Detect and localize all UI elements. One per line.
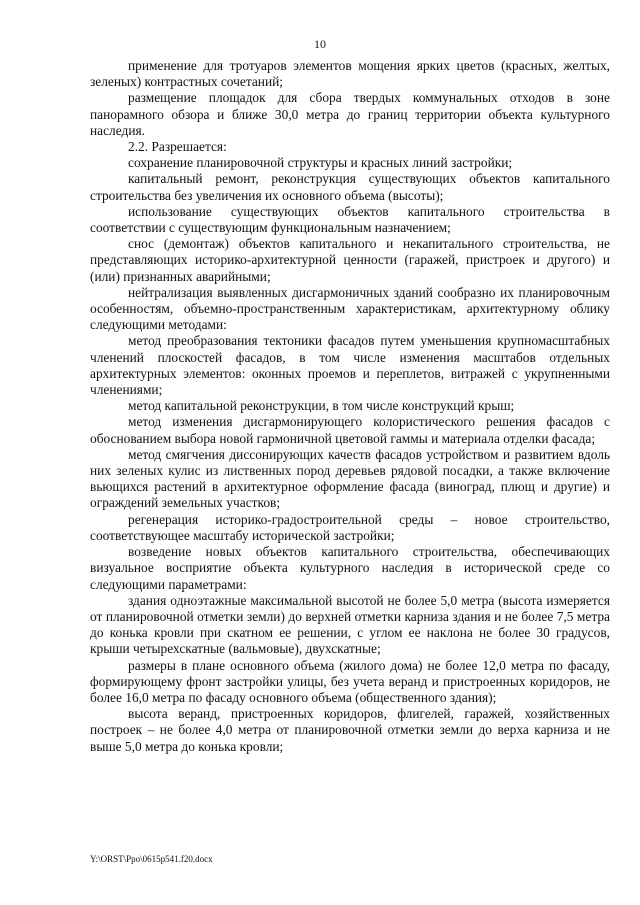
paragraph: здания одноэтажные максимальной высотой не более 5,0 метра (высота измеряется от планировочной отметки земли) до верхней отметки карниза здания и не более 7,5 метра до конька кровли при скатном ее решении, с углом ее наклона не более 30 градусов, крыши четырехскатные (вальмовые), двухскатные;: [90, 592, 610, 657]
paragraph: использование существующих объектов капитального строительства в соответствии с существующим функциональным назначением;: [90, 203, 610, 236]
section-heading: 2.2. Разрешается:: [128, 139, 227, 155]
paragraph: сохранение планировочной структуры и красных линий застройки;: [128, 155, 513, 171]
paragraph: метод капитальной реконструкции, в том числе конструкций крыш;: [128, 398, 515, 414]
paragraph: размеры в плане основного объема (жилого дома) не более 12,0 метра по фасаду, формирующему фронт застройки улицы, без учета веранд и пристроенных коридоров, не более 16,0 метра по фасаду основного объема (общественного здания);: [90, 657, 610, 705]
paragraph: возведение новых объектов капитального строительства, обеспечивающих визуальное восприятие объекта культурного наследия в исторической среде со следующими параметрами:: [90, 544, 610, 592]
paragraph: метод изменения дисгармонирующего колористического решения фасадов с обоснованием выбора новой гармоничной цветовой гаммы и материала отделки фасада;: [90, 414, 610, 446]
paragraph: метод смягчения диссонирующих качеств фасадов устройством и развитием вдоль них зеленых кулис из лиственных пород деревьев рядовой посадки, а также включение вьющихся растений в архитектурное оформление фасада (виноград, плющ и другие) и ограждений земельных участков;: [90, 446, 610, 511]
paragraph: высота веранд, пристроенных коридоров, флигелей, гаражей, хозяйственных построек – не более 4,0 метра от планировочной отметки земли до верха карниза и не выше 5,0 метра до конька кровли;: [90, 706, 610, 754]
footer-file-path: Y:\ORST\Ppo\0615p541.f20.docx: [90, 854, 213, 864]
paragraph: применение для тротуаров элементов мощения ярких цветов (красных, желтых, зеленых) контрастных сочетаний;: [90, 58, 610, 90]
paragraph: размещение площадок для сбора твердых коммунальных отходов в зоне панорамного обзора и ближе 30,0 метра до границ территории объекта культурного наследия.: [90, 90, 610, 138]
paragraph: нейтрализация выявленных дисгармоничных зданий сообразно их планировочным особенностям, объемно-пространственным характеристикам, архитектурному облику следующими методами:: [90, 284, 610, 333]
paragraph: метод преобразования тектоники фасадов путем уменьшения крупномасштабных членений плоскостей фасадов, в том числе изменения масштабов отдельных архитектурных элементов: оконных проемов и переплетов, витражей с укрупненными членениями;: [90, 333, 610, 398]
paragraph: капитальный ремонт, реконструкция существующих объектов капитального строительства без увеличения их основного объема (высоты);: [90, 171, 610, 203]
paragraph: снос (демонтаж) объектов капитального и некапитального строительства, не представляющих историко-архитектурной ценности (гаражей, пристроек и другого) и (или) признанных аварийными;: [90, 236, 610, 284]
page-number: 10: [314, 37, 326, 51]
document-body: [90, 58, 610, 755]
paragraph: регенерация историко-градостроительной среды – новое строительство, соответствующее масштабу исторической застройки;: [90, 511, 610, 543]
